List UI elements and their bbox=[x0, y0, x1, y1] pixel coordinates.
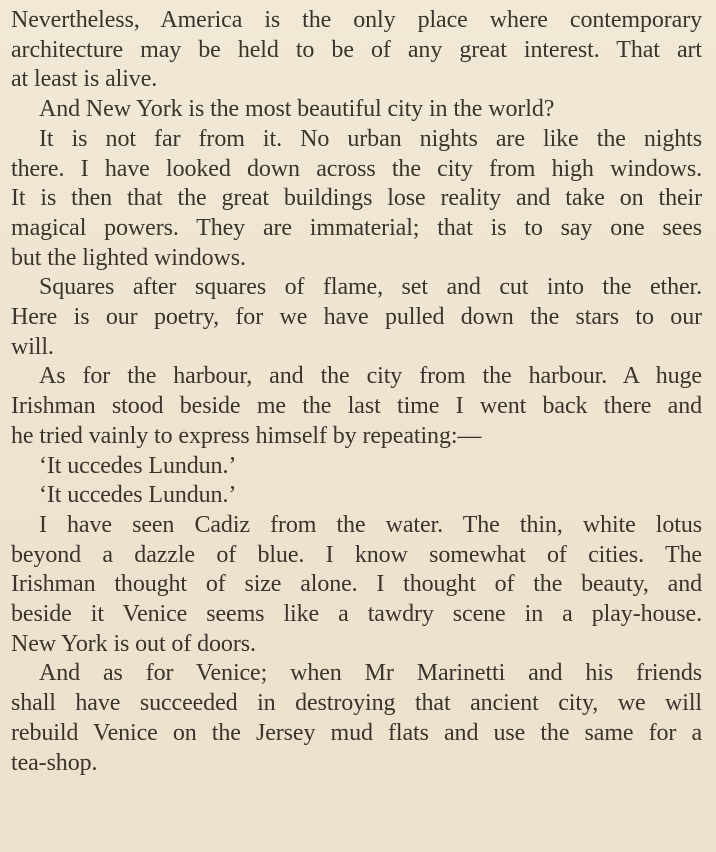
text-line: he tried vainly to express himself by repeating:— bbox=[11, 422, 482, 449]
paragraph bbox=[11, 6, 702, 95]
body-text bbox=[11, 6, 702, 778]
paragraph bbox=[11, 273, 702, 362]
paragraph bbox=[11, 452, 702, 482]
text-line: shall have succeeded in destroying that ancient city, we will bbox=[11, 690, 702, 717]
text-line: New York is out of doors. bbox=[11, 630, 256, 657]
text-line: Irishman thought of size alone. I thought of the beauty, and bbox=[11, 571, 702, 598]
text-line: at least is alive. bbox=[11, 66, 158, 93]
paragraph bbox=[11, 95, 702, 125]
paragraph bbox=[11, 659, 702, 778]
text-line: magical powers. They are immaterial; that is to say one sees bbox=[11, 214, 702, 241]
text-line: Nevertheless, America is the only place where contemporary bbox=[11, 7, 702, 33]
paragraph bbox=[11, 511, 702, 660]
text-line: but the lighted windows. bbox=[11, 244, 246, 271]
text-line: beside it Venice seems like a tawdry scene in a play-house. bbox=[11, 601, 702, 628]
text-line: Here is our poetry, for we have pulled down the stars to our bbox=[11, 304, 702, 331]
text-line: ‘It uccedes Lundun.’ bbox=[39, 482, 237, 509]
paragraph bbox=[11, 481, 702, 511]
text-line: Irishman stood beside me the last time I went back there and bbox=[11, 393, 702, 420]
text-line: architecture may be held to be of any great interest. That art bbox=[11, 36, 702, 63]
text-line: And as for Venice; when Mr Marinetti and his friends bbox=[39, 660, 702, 687]
text-line: And New York is the most beautiful city in the world? bbox=[39, 96, 555, 123]
paragraph bbox=[11, 362, 702, 451]
text-line: rebuild Venice on the Jersey mud flats and use the same for a bbox=[11, 719, 702, 746]
text-line: there. I have looked down across the city from high windows. bbox=[11, 155, 702, 182]
text-line: It is not far from it. No urban nights are like the nights bbox=[39, 125, 702, 152]
text-line: Squares after squares of flame, set and cut into the ether. bbox=[39, 274, 702, 301]
text-line: It is then that the great buildings lose reality and take on their bbox=[11, 185, 702, 212]
text-line: I have seen Cadiz from the water. The thin, white lotus bbox=[39, 511, 702, 538]
text-line: ‘It uccedes Lundun.’ bbox=[39, 452, 237, 479]
text-line: As for the harbour, and the city from the harbour. A huge bbox=[39, 363, 702, 390]
text-line: beyond a dazzle of blue. I know somewhat of cities. The bbox=[11, 541, 702, 568]
text-line: will. bbox=[11, 333, 54, 360]
text-line: tea-shop. bbox=[11, 749, 98, 776]
paragraph bbox=[11, 125, 702, 274]
